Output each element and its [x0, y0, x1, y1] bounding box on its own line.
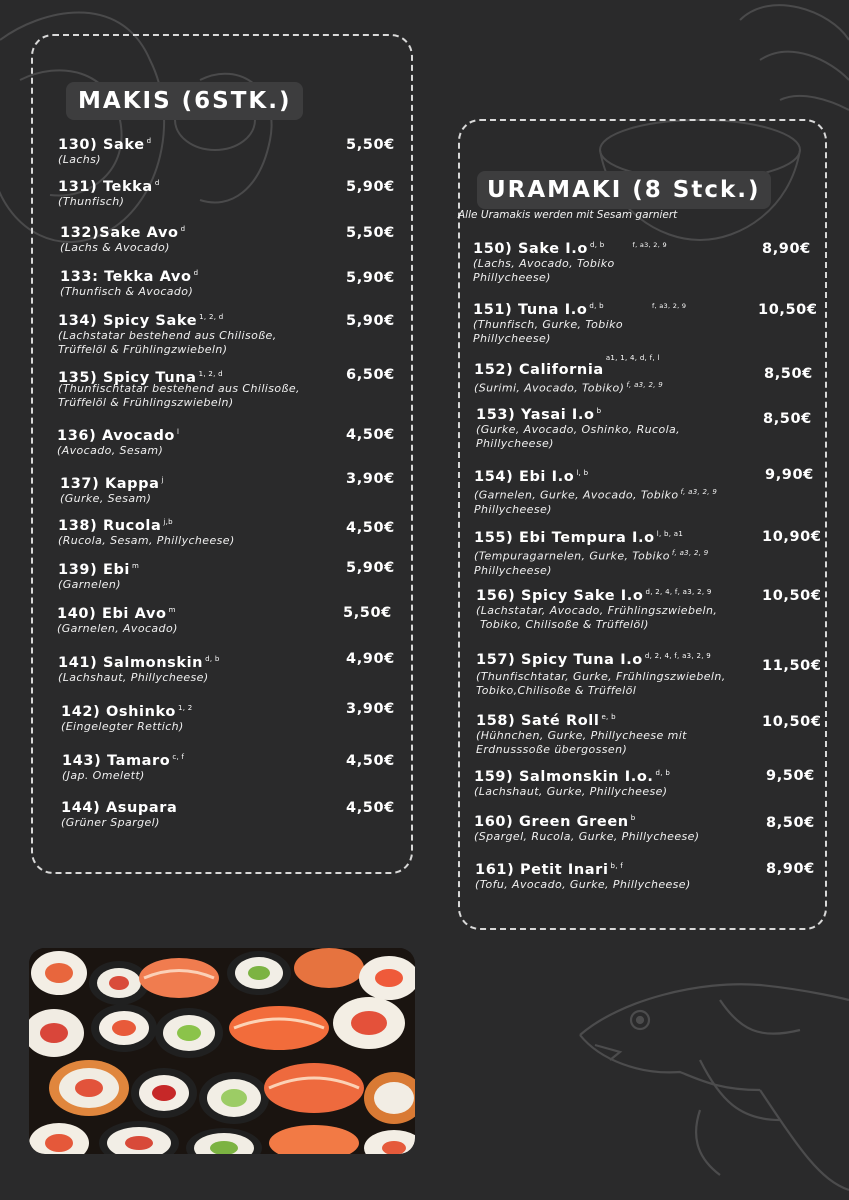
item-name: 158) Saté Roll $^{e, b}$	[476, 713, 616, 729]
item-price: 10,90€	[762, 529, 822, 545]
list-item	[58, 518, 235, 548]
item-description: (Surimi, Avocado, Tobiko) $^{f, a3, 2, 9}$	[474, 381, 664, 395]
item-name: 151) Tuna I.o $^{d, b}$ $^{f, a3, 2, 9}$	[473, 302, 687, 318]
allergen-codes: d, b	[655, 769, 671, 778]
allergen-codes-extra: f, a3, 2, 9	[651, 302, 687, 311]
uramaki-title: URAMAKI (8 Stck.)	[477, 171, 771, 209]
item-description: (Lachshaut, Gurke, Phillycheese)	[474, 785, 668, 798]
item-description: (Lachstatar, Avocado, Frühlingszwiebeln,	[476, 604, 718, 617]
list-item	[60, 269, 198, 299]
item-description: (Spargel, Rucola, Gurke, Phillycheese)	[474, 830, 700, 843]
item-description: (Lachs & Avocado)	[60, 241, 170, 254]
allergen-codes: l	[176, 428, 180, 437]
sushi-photo	[29, 948, 415, 1154]
list-item	[473, 302, 686, 346]
item-price: 10,50€	[762, 714, 822, 730]
item-description: (Garnelen, Gurke, Avocado, Tobiko $^{f, a3, 2, 9}$	[474, 488, 718, 502]
item-name: 142) Oshinko $^{1, 2}$	[61, 704, 193, 720]
list-item	[474, 769, 670, 799]
allergen-codes: d	[180, 225, 186, 234]
item-price: 5,90€	[346, 313, 395, 329]
item-description: (Avocado, Sesam)	[57, 444, 164, 457]
item-price: 3,90€	[346, 701, 395, 717]
item-name: 137) Kappa $^j$	[60, 476, 164, 492]
item-description: (Hühnchen, Gurke, Phillycheese mit	[476, 729, 687, 742]
list-item	[58, 370, 300, 410]
item-price: 5,90€	[346, 179, 395, 195]
item-description-line2: Phillycheese)	[474, 502, 552, 516]
item-price: 8,90€	[766, 861, 815, 877]
allergen-codes-desc: f, a3, 2, 9	[671, 549, 709, 557]
item-name: 141) Salmonskin $^{d, b}$	[58, 655, 220, 671]
item-description: (Thunfisch & Avocado)	[60, 285, 194, 298]
allergen-codes: d, b	[589, 241, 605, 250]
item-price: 5,90€	[346, 270, 395, 286]
item-price: 10,50€	[762, 588, 822, 604]
item-name: 156) Spicy Sake I.o $^{d, 2, 4, f, a3, 2, 9}$	[476, 588, 712, 604]
item-description: (Gurke, Avocado, Oshinko, Rucola,	[476, 423, 681, 436]
list-item	[476, 652, 726, 698]
allergen-codes: a1, 1, 4, d, f, l	[605, 354, 660, 363]
makis-title: MAKIS (6STK.)	[66, 82, 303, 120]
allergen-codes-desc: f, a3, 2, 9	[680, 488, 718, 496]
item-name: 160) Green Green $^b$	[474, 814, 636, 830]
item-name: 155) Ebi Tempura I.o $^{l, b, a1}$	[474, 530, 684, 546]
allergen-codes: b	[630, 814, 636, 823]
allergen-codes: 1, 2, d	[199, 313, 224, 322]
item-description: (Lachs, Avocado, Tobiko	[473, 257, 615, 270]
item-name: 131) Tekka $^d$	[58, 179, 160, 195]
item-name: 138) Rucola $^{j,b}$	[58, 518, 173, 534]
item-name: 143) Tamaro $^{c, f}$	[62, 753, 185, 769]
item-price: 9,90€	[765, 467, 814, 483]
item-name: 150) Sake I.o $^{d, b}$ $^{f, a3, 2, 9}$	[473, 241, 667, 257]
list-item	[58, 179, 160, 209]
item-name: 144) Asupara	[61, 800, 178, 816]
list-item	[61, 800, 179, 830]
list-item	[476, 407, 680, 451]
allergen-codes: j,b	[163, 518, 173, 527]
list-item	[57, 606, 178, 636]
allergen-codes: b, f	[610, 862, 624, 871]
item-name: 157) Spicy Tuna I.o $^{d, 2, 4, f, a3, 2, 9}$	[476, 652, 712, 668]
item-description: (Eingelegter Rettich)	[61, 720, 184, 733]
list-item	[473, 241, 667, 285]
list-item	[475, 862, 691, 892]
item-description: (Thunfisch, Gurke, Tobiko	[473, 318, 623, 331]
item-name: 130) Sake $^d$	[58, 137, 152, 153]
list-item	[58, 655, 220, 685]
item-description: (Garnelen, Avocado)	[57, 622, 178, 635]
sushi-illustration	[29, 948, 415, 1154]
item-description: (Lachshaut, Phillycheese)	[58, 671, 209, 684]
item-price: 11,50€	[762, 658, 822, 674]
item-price: 5,50€	[343, 605, 392, 621]
list-item	[61, 704, 193, 734]
item-description: (Garnelen)	[58, 578, 121, 591]
item-name: 152) California$^{a1, 1, 4, d, f, l}$	[474, 354, 660, 378]
item-description: (Thunfischtatar bestehend aus Chilisoße,	[58, 382, 300, 395]
allergen-codes: 1, 2	[177, 704, 193, 713]
list-item	[58, 562, 139, 592]
list-item	[474, 469, 717, 517]
item-description: (Rucola, Sesam, Phillycheese)	[58, 534, 235, 547]
allergen-codes: c, f	[172, 753, 185, 762]
item-price: 4,50€	[346, 753, 395, 769]
item-description-line2: Tobiko, Chilisoße & Trüffelöl)	[480, 618, 649, 631]
item-name: 139) Ebi $^m$	[58, 562, 140, 578]
item-price: 3,90€	[346, 471, 395, 487]
list-item	[60, 476, 164, 506]
list-item	[476, 713, 687, 757]
item-name: 154) Ebi I.o $^{l, b}$	[474, 469, 589, 485]
item-price: 4,50€	[346, 427, 395, 443]
item-description: (Grüner Spargel)	[61, 816, 160, 829]
item-description: (Jap. Omelett)	[62, 769, 145, 782]
list-item	[474, 814, 699, 844]
list-item	[476, 588, 717, 632]
list-item	[57, 428, 179, 458]
allergen-codes: d, 2, 4, f, a3, 2, 9	[644, 652, 712, 661]
item-name: 136) Avocado $^l$	[57, 428, 180, 444]
allergen-codes: d	[146, 137, 152, 146]
item-price: 4,50€	[346, 800, 395, 816]
list-item	[58, 137, 151, 167]
list-item	[60, 225, 185, 255]
item-price: 9,50€	[766, 768, 815, 784]
item-name: 159) Salmonskin I.o. $^{d, b}$	[474, 769, 671, 785]
item-price: 4,90€	[346, 651, 395, 667]
item-description-line2: Phillycheese)	[473, 332, 551, 345]
allergen-codes: d, b	[205, 655, 220, 664]
item-price: 8,90€	[762, 241, 811, 257]
item-price: 5,90€	[346, 560, 395, 576]
allergen-codes: d	[193, 269, 199, 278]
item-description-line2: Phillycheese)	[473, 271, 551, 284]
sesame-note: Alle Uramakis werden mit Sesam garniert	[458, 209, 678, 221]
item-price: 8,50€	[764, 366, 813, 382]
item-description-line2: Phillycheese)	[476, 437, 554, 450]
allergen-codes-desc: f, a3, 2, 9	[626, 381, 664, 389]
allergen-codes: m	[132, 562, 140, 571]
allergen-codes: d, b	[589, 302, 604, 311]
allergen-codes: e, b	[601, 713, 616, 722]
item-description: (Tempuragarnelen, Gurke, Tobiko $^{f, a3, 2, 9}$	[474, 549, 709, 563]
item-description-line2: Phillycheese)	[474, 563, 552, 577]
item-price: 6,50€	[346, 367, 395, 383]
item-name: 161) Petit Inari $^{b, f}$	[475, 862, 624, 878]
item-price: 4,50€	[346, 520, 395, 536]
allergen-codes: m	[168, 606, 176, 615]
item-description: (Lachs)	[58, 153, 102, 166]
item-name: 134) Spicy Sake $^{1, 2, d}$	[58, 313, 224, 329]
item-price: 10,50€	[758, 302, 818, 318]
item-description: (Gurke, Sesam)	[60, 492, 152, 505]
allergen-codes: 1, 2, d	[198, 370, 223, 379]
list-item	[474, 530, 709, 578]
item-price: 5,50€	[346, 137, 395, 153]
allergen-codes: j	[161, 476, 164, 485]
item-description-line2: Erdnusssoße übergossen)	[476, 743, 628, 756]
allergen-codes: l, b	[576, 469, 589, 478]
item-name: 133: Tekka Avo $^d$	[60, 269, 199, 285]
item-description: (Thunfisch)	[58, 195, 125, 208]
allergen-codes-extra: f, a3, 2, 9	[632, 241, 667, 250]
item-name: 140) Ebi Avo $^m$	[57, 606, 176, 622]
allergen-codes: d	[154, 179, 160, 188]
allergen-codes: d, 2, 4, f, a3, 2, 9	[645, 588, 712, 597]
item-name: 135) Spicy Tuna $^{1, 2, d}$	[58, 370, 223, 386]
item-price: 8,50€	[763, 411, 812, 427]
item-description: (Lachstatar bestehend aus Chilisoße,	[58, 329, 277, 342]
allergen-codes: l, b, a1	[656, 530, 684, 539]
item-description-line2: Trüffelöl & Frühlingzwiebeln)	[58, 343, 228, 356]
allergen-codes: b	[596, 407, 602, 416]
list-item	[474, 354, 664, 396]
list-item	[58, 313, 277, 357]
fish-sketch-icon	[580, 984, 849, 1190]
list-item	[62, 753, 184, 783]
item-description: (Tofu, Avocado, Gurke, Phillycheese)	[475, 878, 691, 891]
item-price: 8,50€	[766, 815, 815, 831]
item-name: 132)Sake Avo $^d$	[60, 225, 186, 241]
item-price: 5,50€	[346, 225, 395, 241]
item-description-line2: Tobiko,Chilisoße & Trüffelöl	[476, 684, 637, 697]
item-description: (Thunfischtatar, Gurke, Frühlingszwiebeln,	[476, 670, 726, 683]
item-name: 153) Yasai I.o $^b$	[476, 407, 602, 423]
item-description-line2: Trüffelöl & Frühlingszwiebeln)	[58, 396, 234, 409]
